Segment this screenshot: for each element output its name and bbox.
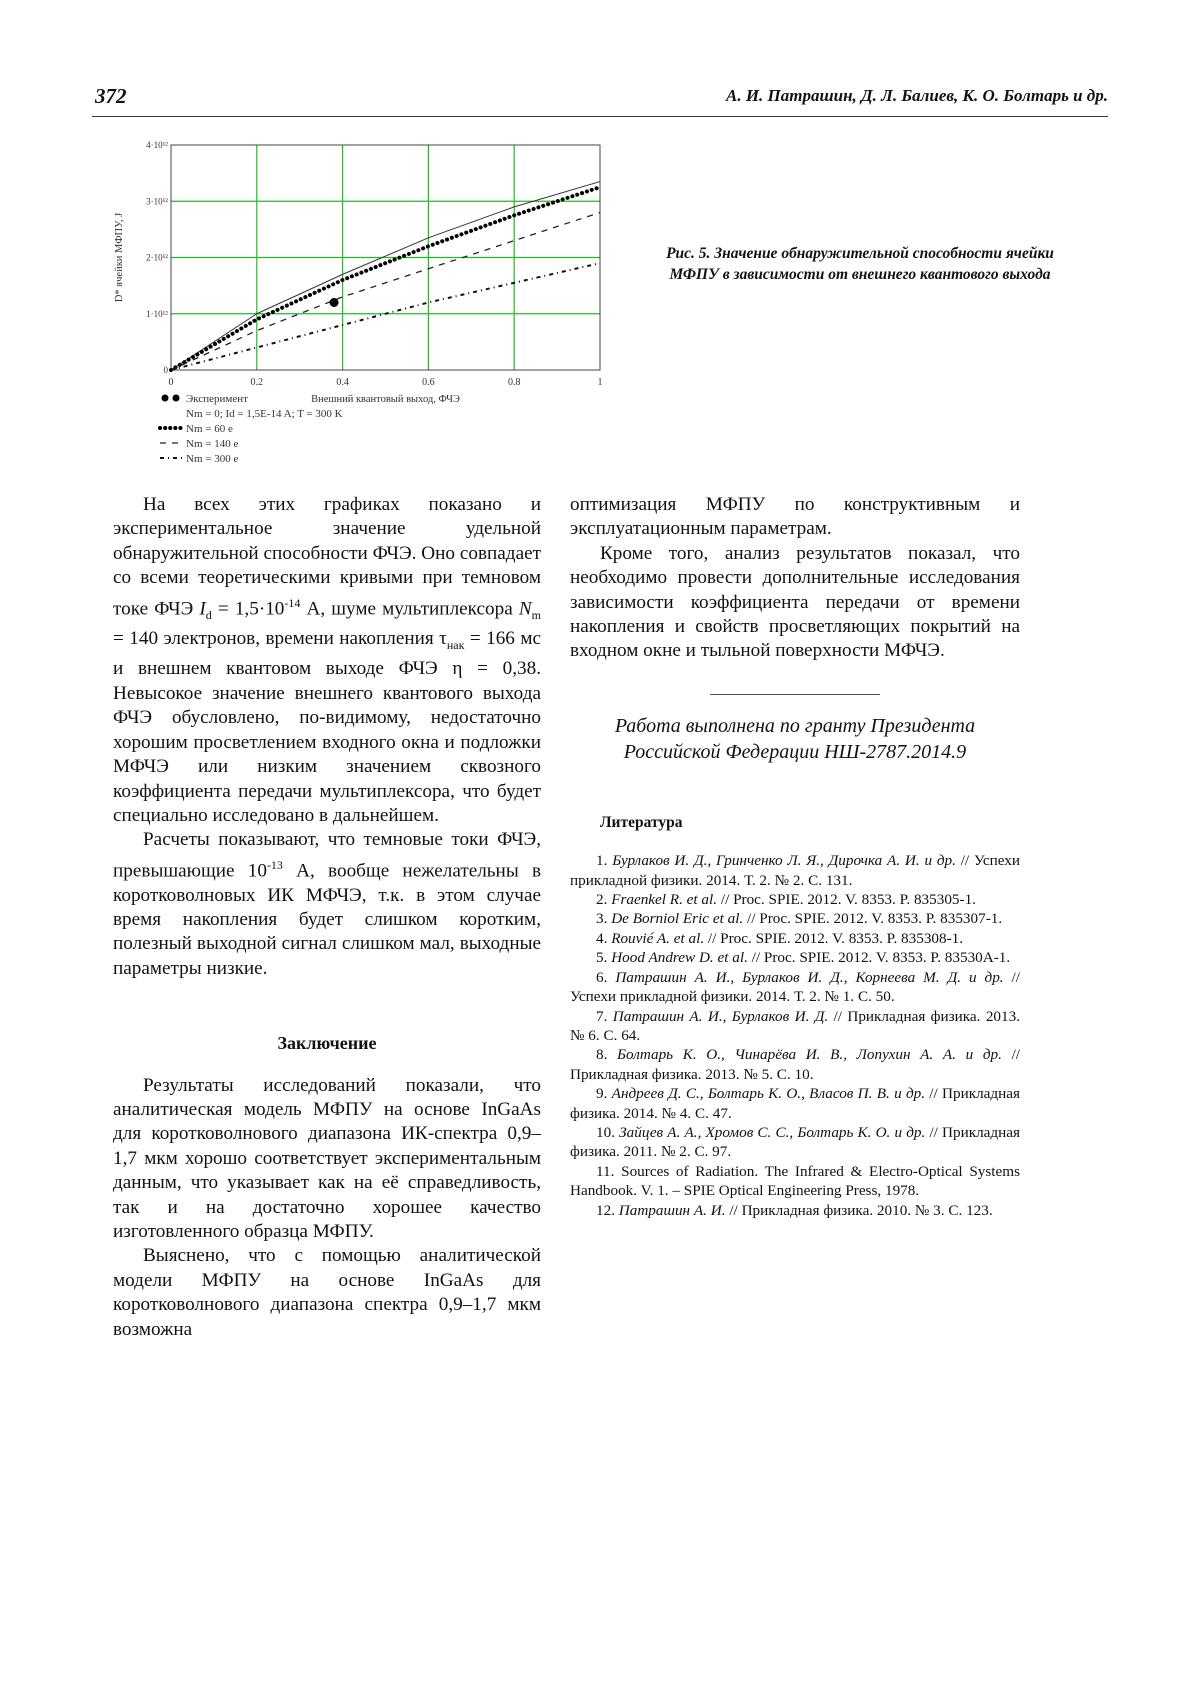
reference-source: // Proc. SPIE. 2012. V. 8353. P. 835308-1.	[704, 929, 964, 947]
text-run: Расчеты показывают, что темновые токи ФЧЭ, превышающие 10	[113, 829, 541, 882]
text-i: I	[199, 598, 206, 620]
grant-acknowledgement: Работа выполнена по гранту Президента Российской Федерации НШ-2787.2014.9	[614, 714, 976, 763]
reference-authors: Rouvié A. et al.	[611, 929, 705, 947]
legend-entry: Nm = 300 e	[186, 453, 239, 465]
reference-number: 10.	[596, 1123, 620, 1141]
reference-list	[570, 851, 1020, 1220]
header-rule	[92, 116, 1108, 117]
body-paragraph	[113, 493, 541, 828]
body-paragraph	[113, 828, 541, 981]
y-tick-label: 0	[163, 365, 168, 375]
legend-marker	[162, 395, 169, 402]
reference-source: // Успехи прикладной физики. 2014. Т. 2. № 2. С. 131.	[570, 852, 1021, 889]
legend-entry: Nm = 60 e	[186, 423, 233, 435]
body-paragraph: оптимизация МФПУ по конструктивным и эксплуатационным параметрам.	[570, 494, 1020, 540]
text-sup: -13	[266, 857, 283, 872]
reference-authors: Болтарь К. О., Чинарёва И. В., Лопухин А. А. и др.	[617, 1046, 1002, 1064]
reference-source: Sources of Radiation. The Infrared & Electro-Optical Systems Handbook. V. 1. – SPIE Optical Engineering Press, 1978.	[570, 1162, 1020, 1200]
text-run: А, шуме мультиплексора	[300, 598, 519, 620]
reference-authors: Зайцев А. А., Хромов С. С., Болтарь К. О. и др.	[619, 1123, 926, 1141]
reference-item	[570, 948, 1020, 967]
reference-item	[570, 1201, 1020, 1220]
reference-number: 2.	[596, 891, 612, 909]
literature-heading: Литература	[600, 813, 683, 831]
y-tick-label: 3·10¹²	[146, 196, 168, 207]
reference-item	[570, 851, 1020, 890]
reference-source: // Прикладная физика. 2013. № 6. С. 64.	[570, 1007, 1020, 1044]
conclusion-paragraph: Результаты исследований показали, что аналитическая модель МФПУ на основе InGaAs для коротковолнового диапазона ИК-спектра 0,9–1,7 мкм хорошо соответствует экспериментальным данным, что указывает как на её справедливость, так и на достаточно хорошее качество изготовленного образца МФПУ.	[113, 1074, 541, 1242]
text-run: = 140 электронов, времени накопления τ	[113, 628, 447, 650]
reference-authors: Бурлаков И. Д., Гринченко Л. Я., Дирочка А. И. и др.	[612, 852, 956, 870]
text-sup: -14	[284, 595, 301, 610]
text-run: На всех этих графиках показано и экспериментальное значение удельной обнаружительной способности ФЧЭ. Оно совпадает со всеми теоретическими кривыми при темновом токе ФЧЭ	[113, 494, 541, 620]
experiment-point	[330, 298, 339, 307]
reference-item	[570, 909, 1020, 928]
reference-source: // Прикладная физика. 2014. № 4. С. 47.	[570, 1085, 1020, 1122]
detectivity-chart	[100, 130, 640, 475]
legend-entry: Nm = 140 e	[186, 438, 239, 450]
text-sub: d	[205, 607, 212, 622]
conclusion-paragraph: Выяснено, что с помощью аналитической модели МФПУ на основе InGaAs для коротковолнового диапазона спектра 0,9–1,7 мкм возможна	[113, 1245, 541, 1340]
y-tick-label: 2·10¹²	[146, 252, 168, 263]
reference-source: // Прикладная физика. 2011. № 2. С. 97.	[570, 1123, 1020, 1161]
text-sub: m	[531, 607, 541, 622]
reference-number: 8.	[596, 1046, 618, 1064]
reference-authors: Патрашин А. И.	[618, 1201, 726, 1219]
reference-number: 7.	[596, 1007, 613, 1025]
text-run: А, вообще нежелательны в коротковолновых ИК МФЧЭ, т.к. в этом случае время накопления будет слишком коротким, полезный выходной сигнал слишком мал, выходные параметры низкие.	[113, 860, 542, 979]
legend-entry: Nm = 0; Id = 1,5E-14 A; T = 300 K	[186, 408, 343, 420]
reference-source: // Proc. SPIE. 2012. V. 8353. P. 835305-1.	[717, 891, 976, 909]
y-tick-label: 4·10¹²	[146, 140, 168, 150]
reference-item	[570, 1007, 1020, 1046]
x-tick-label: 0.6	[422, 377, 435, 388]
reference-source: // Прикладная физика. 2013. № 5. С. 10.	[570, 1046, 1021, 1083]
reference-number: 11.	[596, 1162, 622, 1180]
reference-number: 12.	[596, 1201, 619, 1219]
reference-number: 4.	[596, 929, 612, 947]
running-header-authors: А. И. Патрашин, Д. Л. Балиев, К. О. Болтарь и др.	[726, 86, 1108, 105]
reference-number: 1.	[596, 852, 613, 870]
reference-item	[570, 968, 1020, 1007]
text-run: = 166 мс и внешнем квантовом выходе ФЧЭ η = 0,38. Невысокое значение внешнего квантового выхода ФЧЭ обусловлено, по-видимому, недостаточно хорошим просветлением входного окна и подложки МФЧЭ или низким значением сквозного коэффициента передачи мультиплексора, что будет специально исследовано в дальнейшем.	[113, 628, 541, 826]
x-axis-label: Внешний квантовый выход, ФЧЭ	[311, 394, 460, 405]
x-tick-label: 1	[597, 377, 603, 388]
figure-caption: Рис. 5. Значение обнаружительной способности ячейки МФПУ в зависимости от внешнего квантового выхода	[666, 245, 1054, 283]
reference-authors: Андреев Д. С., Болтарь К. О., Власов П. В. и др.	[611, 1085, 926, 1103]
reference-number: 5.	[596, 949, 612, 967]
reference-item	[570, 1084, 1020, 1123]
text-sub: нак	[446, 638, 465, 653]
conclusion-heading: Заключение	[277, 1033, 377, 1054]
left-column	[113, 493, 541, 1342]
body-paragraph: Кроме того, анализ результатов показал, что необходимо провести дополнительные исследования зависимости коэффициента передачи от времени накопления и свойств просветляющих покрытий на входном окне и тыльной поверхности МФЧЭ.	[570, 542, 1020, 662]
right-column	[570, 493, 1020, 1220]
reference-authors: Fraenkel R. et al.	[611, 891, 718, 909]
y-tick-label: 1·10¹²	[146, 308, 168, 319]
x-tick-label: 0.2	[250, 377, 264, 388]
reference-authors: De Borniol Eric et al.	[611, 910, 744, 928]
x-tick-label: 0.8	[507, 377, 521, 388]
y-axis-label: D* ячейки МФПУ, J	[114, 212, 125, 303]
reference-number: 3.	[596, 910, 612, 928]
reference-source: // Успехи прикладной физики. 2014. Т. 2. № 1. С. 50.	[570, 968, 1020, 1006]
reference-item	[570, 1162, 1020, 1201]
reference-source: // Прикладная физика. 2010. № 3. С. 123.	[725, 1201, 993, 1219]
series-line-dashed	[171, 213, 600, 371]
reference-number: 6.	[596, 968, 616, 986]
reference-authors: Патрашин А. И., Бурлаков И. Д.	[612, 1007, 829, 1025]
series-line-bold-dots	[171, 187, 600, 370]
text-i: N	[518, 598, 532, 620]
reference-item	[570, 1045, 1020, 1084]
reference-item	[570, 890, 1020, 909]
page-number: 372	[95, 84, 127, 108]
series-line-solid	[171, 182, 600, 370]
reference-item	[570, 1123, 1020, 1162]
legend-marker	[173, 395, 180, 402]
series-line-dash-dot	[171, 263, 600, 370]
reference-source: // Proc. SPIE. 2012. V. 8353. P. 835307-1.	[743, 910, 1003, 928]
body-paragraphs	[113, 493, 541, 981]
reference-number: 9.	[596, 1085, 612, 1103]
text-run: = 1,5·10	[211, 598, 285, 620]
reference-item	[570, 929, 1020, 948]
x-tick-label: 0.4	[336, 377, 349, 388]
legend-experiment: Эксперимент	[186, 393, 248, 405]
reference-authors: Hood Andrew D. et al.	[611, 949, 748, 967]
reference-source: // Proc. SPIE. 2012. V. 8353. P. 83530A-1.	[747, 949, 1011, 967]
reference-authors: Патрашин А. И., Бурлаков И. Д., Корнеева М. Д. и др.	[615, 968, 1004, 986]
x-tick-label: 0	[168, 377, 174, 388]
